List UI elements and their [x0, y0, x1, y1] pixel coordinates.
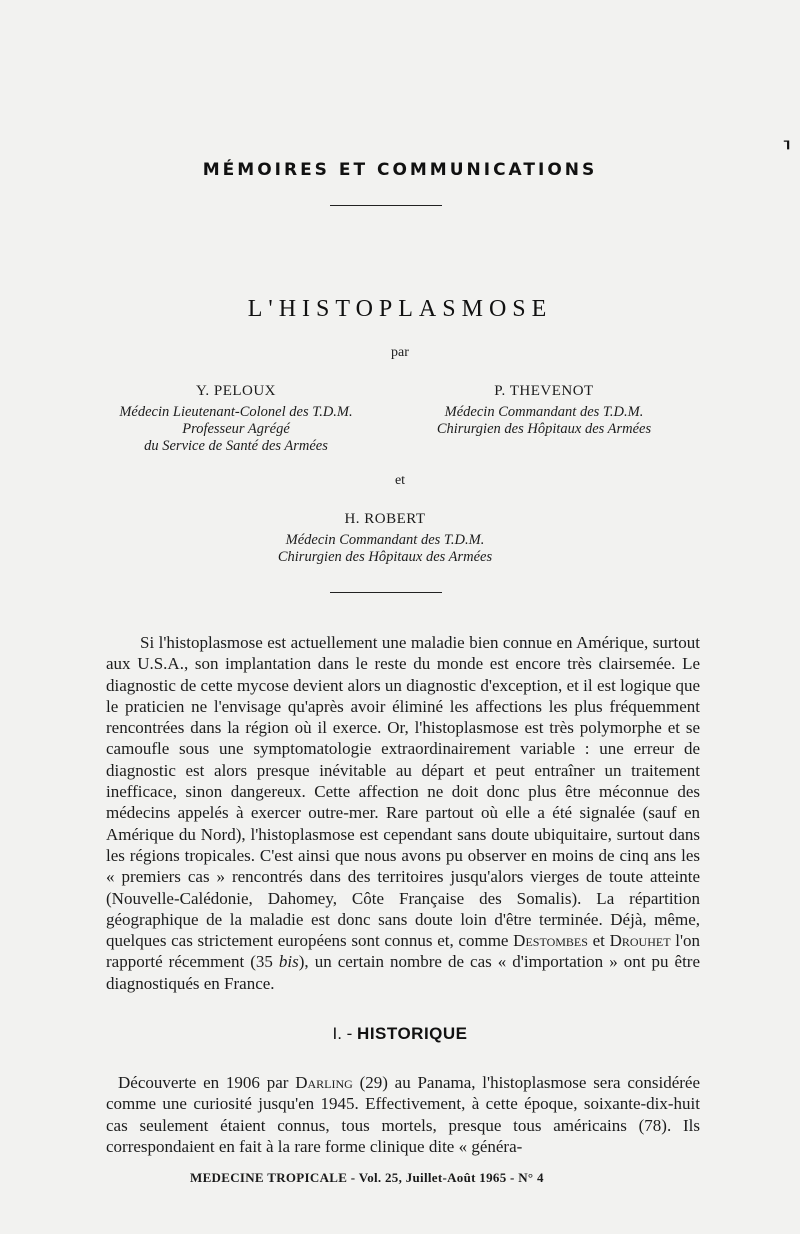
author-ref: Darling: [295, 1073, 353, 1092]
author-ref: Drouhet: [609, 931, 671, 951]
author-role: Médecin Commandant des T.D.M.: [285, 532, 485, 548]
section-title: HISTORIQUE: [357, 1024, 468, 1043]
historique-text: Découverte en 1906 par: [118, 1073, 289, 1092]
margin-mark: ┒: [784, 135, 793, 150]
author-name: Y. PELOUX: [195, 383, 277, 399]
intro-text-italic: bis: [278, 952, 299, 972]
et-label: et: [394, 473, 406, 488]
page-footer: MEDECINE TROPICALE - Vol. 25, Juillet-Août 1965 - N° 4: [190, 1170, 544, 1185]
author-role: Professeur Agrégé: [182, 421, 290, 437]
intro-text: et: [592, 931, 605, 951]
authors-rule: [330, 592, 442, 593]
intro-text: l'on rapporté récemment (35: [106, 931, 701, 972]
intro-paragraph: [106, 632, 700, 994]
historique-paragraph: [106, 1072, 700, 1157]
author-1: [96, 383, 376, 455]
section-heading: MÉMOIRES ET COMMUNICATIONS: [202, 160, 598, 180]
author-name: H. ROBERT: [344, 511, 426, 527]
intro-text: ), un certain nombre de cas « d'importation » ont pu être diagnostiqués en France.: [106, 952, 701, 993]
author-ref: Destombes: [513, 931, 588, 951]
author-role: Médecin Lieutenant-Colonel des T.D.M.: [119, 404, 353, 420]
author-role: du Service de Santé des Armées: [144, 438, 328, 454]
author-2: [404, 383, 684, 438]
heading-rule: [330, 205, 442, 206]
section-heading-historique: [0, 1024, 800, 1044]
section-number: I. -: [332, 1024, 353, 1043]
author-role: Chirurgien des Hôpitaux des Armées: [277, 549, 493, 565]
author-role: Chirurgien des Hôpitaux des Armées: [436, 421, 652, 437]
article-title: L'HISTOPLASMOSE: [247, 296, 553, 322]
par-label: par: [391, 345, 409, 360]
author-name: P. THEVENOT: [494, 383, 594, 399]
author-role: Médecin Commandant des T.D.M.: [444, 404, 644, 420]
historique-text: (29) au Panama, l'histoplasmose sera considérée comme une curiosité jusqu'en 1945. Effectivement, à cette époque, soixante-dix-huit cas seulement étaient connus, tous mortels, presque tous américains (78). Ils correspondaient en fait à la rare forme clinique dite « généra-: [106, 1073, 701, 1156]
intro-text: Si l'histoplasmose est actuellement une maladie bien connue en Amérique, surtout aux U.S.A., son implantation dans le reste du monde est encore très clairsemée. Le diagnostic de cette mycose devient alors un diagnostic d'exception, et il est logique que le praticien ne l'envisage qu'après avoir éliminé les affections les plus fréquemment rencontrées dans la région où il exerce. Or, l'histoplasmose est très polymorphe et se camoufle sous une symptomatologie extraordinairement variable : une erreur de diagnostic est alors presque inévitable au départ et peut entraîner un traitement inefficace, sinon dangereux. Cette affection ne doit donc plus être méconnue des médecins appelés à exercer outre-mer. Rare partout où elle a été signalée (sauf en Amérique du Nord), l'histoplasmose est cependant sans doute ubiquitaire, surtout dans les régions tropicales. C'est ainsi que nous avons pu observer en moins de cinq ans les « premiers cas » rencontrés dans des territoires jusqu'alors vierges de toute atteinte (Nouvelle-Calédonie, Dahomey, Côte Française des Somalis). La répartition géographique de la maladie est donc sans doute loin d'être terminée. Déjà, même, quelques cas strictement européens sont connus et, comme: [106, 633, 700, 951]
author-3: [245, 511, 525, 566]
